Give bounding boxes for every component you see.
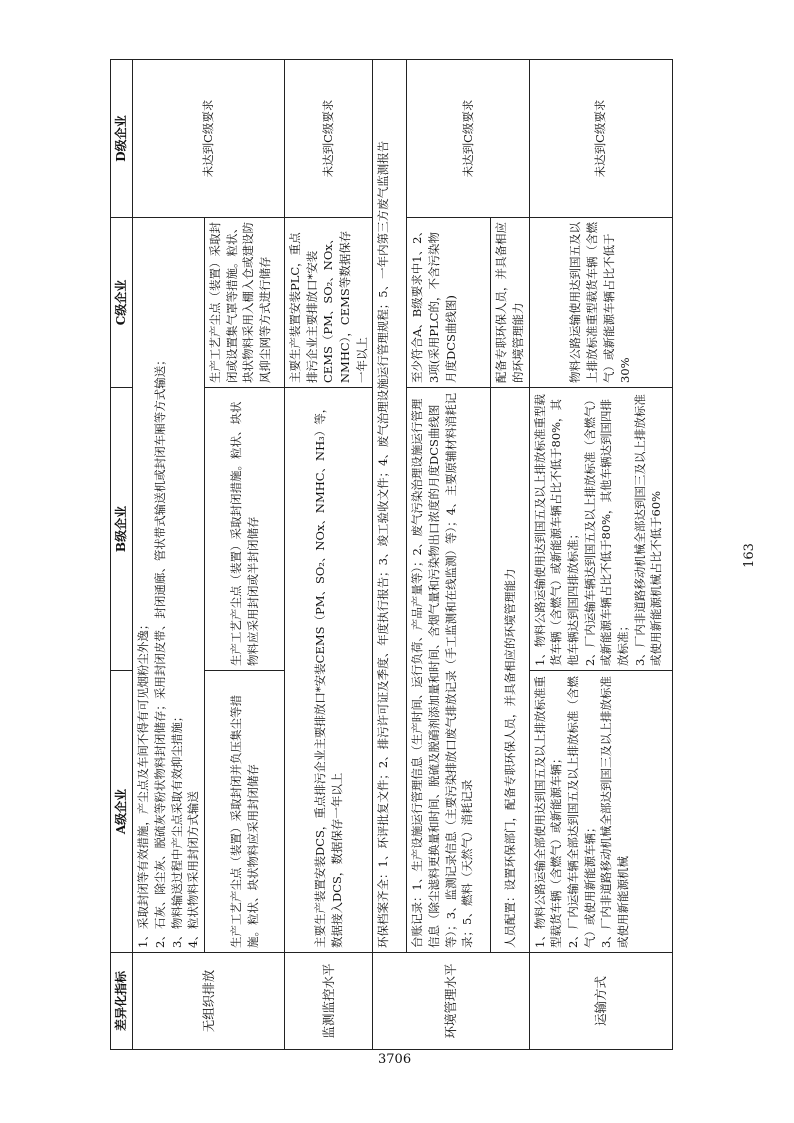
list-item: 1、采取封闭等有效措施，产尘点及车间不得有可见烟粉尘外逸；: [136, 618, 151, 948]
page-number-bottom: 3706: [378, 1052, 412, 1067]
monitoring-grade-ab: 主要生产装置安装DCS，重点排污企业主要排放口*安装CEMS（PM、SO₂、NOx、NMHC、NH₃）等，数据接入DCS，数据保存一年以上: [285, 388, 373, 953]
transport-grade-c: 物料公路运输使用达到国五及以上排放标准重型载货车辆（含燃气）或新能源车辆占比不低于30%: [529, 218, 672, 388]
unorganized-common-requirements: [133, 218, 205, 953]
list-item: 3、厂内非道路移动机械全部达到国三及以上排放标准或使用新能源机械占比不低于60%: [632, 394, 664, 666]
management-staff-c: 配备专职环保人员，并具备相应的环境管理能力: [491, 218, 529, 388]
differentiation-table: [110, 59, 673, 1050]
unorganized-grade-a: 生产工艺产尘点（装置）采取封闭并负压集尘等措施。粒状、块状物料应采用封闭储存: [205, 671, 285, 953]
management-ledger-d: 未达到C级要求: [407, 60, 529, 218]
monitoring-grade-d: 未达到C级要求: [285, 60, 373, 218]
list-item: 2、厂内运输车辆达到国五及以上排放标准（含燃气）或新能源车辆占比不低于80%，其他车辆达到国四排放标准；: [582, 394, 631, 666]
indicator-monitoring: 监测监控水平: [285, 953, 373, 1050]
list-item: 2、厂内运输车辆全部达到国五及以上排放标准（含燃气）或使用新能源车辆；: [566, 676, 597, 948]
transport-grade-b: [529, 388, 672, 671]
table-row: [373, 60, 407, 1050]
header-grade-a: A级企业: [111, 671, 133, 953]
list-item: 2、石灰、除尘灰、脱硫灰等粉状物料封闭储存；采用封闭皮带、封闭通廊、管状带式输送机或封闭车厢等方式输送；: [153, 354, 168, 948]
unorganized-grade-c: 生产工艺产尘点（装置）采取封闭或设置集气罩等措施。粒状、块状物料采用入棚入仓或建设防风抑尘网等方式进行储存: [205, 218, 285, 388]
list-item: 1、物料公路运输全部使用达到国五及以上排放标准重型载货车辆（含燃气）或新能源车辆；: [532, 676, 564, 948]
list-item: 3、物料输送过程中产尘点采取有效抑尘措施；: [169, 710, 184, 948]
transport-grade-d: 未达到C级要求: [529, 60, 672, 218]
management-ledger-ab: 台账记录：1、生产设施运行管理信息（生产时间、运行负荷、产品产量等）；2、废气污染治理设施运行管理信息（除尘滤料更换量和时间、脱硫及脱硝剂添加量和时间、含烟气量和污染物出口浓度的月度DCS曲线图等）；3、监测记录信息（主要污染排放口废气排放记录（手工监测和在线监测）等）；4、主要原辅材料消耗记录；5、燃料（天然气）消耗记录: [407, 388, 491, 953]
management-archive: 环保档案齐全：1、环评批复文件；2、排污许可证及季度、年度执行报告；3、竣工验收文件；4、废气治理设施运行管理规程；5、一年内第三方废气监测报告: [373, 60, 407, 953]
table-row: [285, 60, 373, 1050]
indicator-unorganized-emission: 无组织排放: [133, 953, 285, 1050]
table-header-row: [111, 60, 133, 1050]
page-number-side: 163: [741, 543, 757, 568]
monitoring-grade-c: 主要生产装置安装PLC，重点排污企业主要排放口*安装CEMS（PM、SO₂、NOx、NMHC），CEMS等数据保存一年以上: [285, 218, 373, 388]
table-row: [529, 60, 672, 1050]
header-grade-c: C级企业: [111, 218, 133, 388]
header-indicator: 差异化指标: [111, 953, 133, 1050]
header-grade-d: D级企业: [111, 60, 133, 218]
list-item: 3、厂内非道路移动机械全部达到国三及以上排放标准或使用新能源机械: [599, 676, 631, 948]
transport-grade-a: [529, 671, 672, 953]
table-row: [407, 60, 491, 1050]
management-ledger-c: 至少符合A、B级要求中1、2、3项(采用PLC的，不含污染物月度DCS曲线图): [407, 218, 491, 388]
list-item: 1、物料公路运输使用达到国五及以上排放标准重型载货车辆（含燃气）或新能源车辆占比不低于80%，其他车辆达到国四排放标准；: [532, 394, 581, 666]
management-staff-ab: 人员配置：设置环保部门，配备专职环保人员，并具备相应的环境管理能力: [491, 388, 529, 953]
list-item: 4、粒状物料采用封闭方式输送: [186, 791, 201, 948]
table-row: [133, 60, 205, 1050]
indicator-environment-management: 环境管理水平: [373, 953, 529, 1050]
unorganized-grade-b: 生产工艺产尘点（装置）采取封闭措施。粒状、块状物料应采用封闭或半封闭储存: [205, 388, 285, 671]
header-grade-b: B级企业: [111, 388, 133, 671]
indicator-transport: 运输方式: [529, 953, 672, 1050]
unorganized-grade-d: 未达到C级要求: [133, 60, 285, 218]
rotated-table-container: [110, 60, 664, 1050]
